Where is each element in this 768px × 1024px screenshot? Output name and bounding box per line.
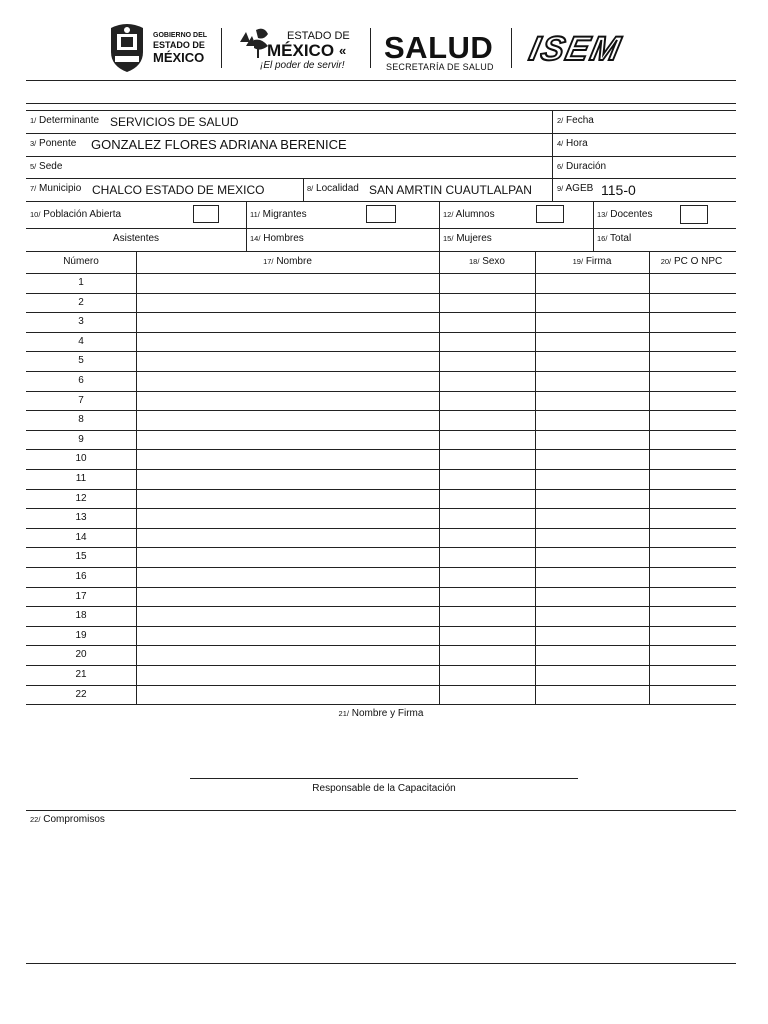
col-pc	[649, 256, 734, 267]
poblacion-checkbox[interactable]	[193, 205, 219, 223]
coat-of-arms-icon	[107, 22, 147, 74]
grid-line	[303, 178, 304, 201]
pc-cell[interactable]	[650, 294, 734, 312]
pc-cell[interactable]	[650, 470, 734, 488]
field-number: 2/	[557, 116, 564, 125]
firma-cell[interactable]	[536, 333, 649, 351]
migrantes-label	[250, 209, 307, 220]
alumnos-label	[443, 209, 495, 220]
nombre-cell[interactable]	[137, 431, 439, 449]
field-number: 4/	[557, 139, 564, 148]
docentes-checkbox[interactable]	[680, 205, 708, 224]
field-label: Alumnos	[455, 209, 495, 220]
pc-cell[interactable]	[650, 450, 734, 468]
compromisos-field[interactable]	[26, 830, 736, 960]
nombre-cell[interactable]	[137, 686, 439, 704]
firma-cell[interactable]	[536, 627, 649, 645]
isem-logo: ISEM	[526, 30, 626, 68]
header-rule	[26, 80, 736, 81]
sexo-cell[interactable]	[440, 411, 535, 429]
header-divider	[511, 28, 512, 68]
nombre-cell[interactable]	[137, 274, 439, 292]
field-label: Compromisos	[43, 814, 105, 825]
firma-cell[interactable]	[536, 352, 649, 370]
grid-line	[593, 201, 594, 251]
firma-cell[interactable]	[536, 470, 649, 488]
field-number: 11/	[250, 210, 260, 219]
pc-cell[interactable]	[650, 666, 734, 684]
firma-cell[interactable]	[536, 509, 649, 527]
sexo-cell[interactable]	[440, 470, 535, 488]
sexo-cell[interactable]	[440, 509, 535, 527]
firma-cell[interactable]	[536, 686, 649, 704]
hora-label	[557, 138, 588, 149]
firma-cell[interactable]	[536, 313, 649, 331]
pc-cell[interactable]	[650, 274, 734, 292]
sexo-cell[interactable]	[440, 548, 535, 566]
row-number: 17	[75, 590, 87, 602]
row-number: 18	[75, 610, 87, 622]
row-number: 9	[78, 433, 84, 445]
nombre-cell[interactable]	[137, 411, 439, 429]
nombre-cell[interactable]	[137, 548, 439, 566]
field-number: 9/	[557, 184, 564, 193]
field-label: Ponente	[39, 138, 77, 149]
pc-cell[interactable]	[650, 509, 734, 527]
sexo-cell[interactable]	[440, 627, 535, 645]
row-number: 12	[75, 492, 87, 504]
header-divider	[370, 28, 371, 68]
ponente-label	[30, 138, 76, 149]
grid-line	[439, 201, 440, 251]
pc-cell[interactable]	[650, 411, 734, 429]
sede-field[interactable]	[70, 157, 550, 177]
firma-cell[interactable]	[536, 372, 649, 390]
poblacion-label	[30, 209, 121, 220]
localidad-label	[307, 183, 359, 194]
firma-cell[interactable]	[536, 431, 649, 449]
row-number: 21	[75, 669, 87, 680]
row-number: 20	[75, 649, 87, 661]
firma-cell[interactable]	[536, 294, 649, 312]
sexo-cell[interactable]	[440, 372, 535, 390]
nombre-cell[interactable]	[137, 470, 439, 488]
row-divider	[26, 704, 736, 705]
field-number: 12/	[443, 210, 454, 219]
firma-cell[interactable]	[536, 568, 649, 586]
municipio-value[interactable]: CHALCO ESTADO DE MEXICO	[92, 183, 265, 197]
compromisos-label	[30, 814, 105, 825]
field-label: Docentes	[610, 209, 653, 220]
nombre-cell[interactable]	[137, 333, 439, 351]
field-number: 17/	[263, 257, 274, 266]
nombre-cell[interactable]	[137, 627, 439, 645]
field-number: 21/	[338, 709, 349, 718]
sexo-cell[interactable]	[440, 607, 535, 625]
col-sexo	[439, 256, 535, 267]
field-label: Determinante	[39, 115, 100, 126]
row-number: 15	[75, 551, 87, 563]
pc-cell[interactable]	[650, 352, 734, 370]
sexo-cell[interactable]	[440, 666, 535, 684]
field-label: PC O NPC	[673, 256, 723, 267]
header-divider	[221, 28, 222, 68]
sexo-cell[interactable]	[440, 352, 535, 370]
nombre-cell[interactable]	[137, 509, 439, 527]
sexo-cell[interactable]	[440, 294, 535, 312]
nombre-cell[interactable]	[137, 450, 439, 468]
sexo-cell[interactable]	[440, 333, 535, 351]
field-label: AGEB	[565, 183, 594, 194]
pc-cell[interactable]	[650, 529, 734, 547]
nombre-cell[interactable]	[137, 392, 439, 410]
nombre-cell[interactable]	[137, 490, 439, 508]
total-label	[597, 233, 631, 244]
edo-slogan: ¡El poder de servir!	[260, 60, 345, 71]
firma-cell[interactable]	[536, 588, 649, 606]
nombre-cell[interactable]	[137, 666, 439, 684]
sexo-cell[interactable]	[440, 274, 535, 292]
nombre-cell[interactable]	[137, 352, 439, 370]
field-number: 6/	[557, 162, 564, 171]
field-number: 1/	[30, 116, 37, 125]
col-firma	[535, 256, 649, 267]
nombre-cell[interactable]	[137, 607, 439, 625]
field-number: 22/	[30, 815, 41, 824]
chevron-icon: «	[339, 43, 347, 58]
field-label: Nombre	[276, 256, 312, 267]
ageb-label	[557, 183, 593, 194]
field-label: Nombre y Firma	[351, 708, 424, 719]
row-number: 11	[75, 473, 87, 484]
edo-line1: ESTADO DE	[287, 30, 350, 42]
row-number: 5	[78, 355, 84, 367]
row-number: 16	[75, 571, 87, 582]
field-label: Migrantes	[262, 209, 307, 220]
pc-cell[interactable]	[650, 431, 734, 449]
localidad-value[interactable]: SAN AMRTIN CUAUTLALPAN	[369, 183, 532, 197]
duracion-label	[557, 161, 606, 172]
pc-cell[interactable]	[650, 490, 734, 508]
field-number: 7/	[30, 184, 37, 193]
firma-cell[interactable]	[536, 274, 649, 292]
pc-cell[interactable]	[650, 548, 734, 566]
asistentes-label: Asistentes	[112, 233, 160, 244]
pc-cell[interactable]	[650, 607, 734, 625]
field-number: 8/	[307, 184, 314, 193]
field-number: 3/	[30, 139, 37, 148]
pc-cell[interactable]	[650, 392, 734, 410]
grid-line	[26, 178, 736, 179]
grid-line	[26, 251, 736, 252]
firma-cell[interactable]	[536, 529, 649, 547]
responsable-label: Responsable de la Capacitación	[312, 783, 456, 794]
sexo-cell[interactable]	[440, 431, 535, 449]
field-label: Firma	[585, 256, 612, 267]
row-number: 10	[75, 453, 87, 465]
determinante-label	[30, 115, 99, 126]
field-label: Mujeres	[456, 233, 492, 244]
divider	[26, 810, 736, 811]
sexo-cell[interactable]	[440, 568, 535, 586]
sexo-cell[interactable]	[440, 529, 535, 547]
determinante-value[interactable]: SERVICIOS DE SALUD	[110, 115, 239, 129]
nombre-cell[interactable]	[137, 372, 439, 390]
field-label: Sede	[39, 161, 63, 172]
nombre-cell[interactable]	[137, 313, 439, 331]
field-number: 16/	[597, 234, 608, 243]
field-number: 10/	[30, 210, 41, 219]
field-label: Población Abierta	[43, 209, 122, 220]
gob-line3: MÉXICO	[153, 50, 205, 65]
pc-cell[interactable]	[650, 313, 734, 331]
nombre-cell[interactable]	[137, 588, 439, 606]
sede-label	[30, 161, 62, 172]
fecha-field[interactable]	[600, 111, 734, 132]
mujeres-label	[443, 233, 492, 244]
grid-line	[552, 110, 553, 201]
row-number: 6	[78, 375, 84, 386]
pc-cell[interactable]	[650, 568, 734, 586]
field-label: Localidad	[316, 183, 359, 194]
salud-title: SALUD	[384, 30, 494, 65]
field-label: Hombres	[263, 233, 304, 244]
nombre-cell[interactable]	[137, 529, 439, 547]
gob-line1: GOBIERNO DEL	[153, 32, 208, 39]
hombres-label	[250, 233, 304, 244]
docentes-label	[597, 209, 652, 220]
row-number: 8	[78, 414, 84, 426]
grid-line	[26, 228, 736, 229]
sexo-cell[interactable]	[440, 392, 535, 410]
grid-line	[26, 201, 736, 202]
grid-line	[246, 201, 247, 251]
field-label: Sexo	[482, 256, 505, 267]
pc-cell[interactable]	[650, 627, 734, 645]
firma-cell[interactable]	[536, 411, 649, 429]
gob-line2: ESTADO DE	[153, 40, 205, 50]
field-label: Municipio	[39, 183, 82, 194]
col-nombre	[136, 256, 439, 267]
field-number: 20/	[660, 257, 672, 266]
firma-cell[interactable]	[536, 666, 649, 684]
row-number: 19	[75, 629, 87, 641]
header-logos	[0, 0, 768, 80]
firma-cell[interactable]	[536, 646, 649, 664]
hora-field[interactable]	[600, 134, 734, 155]
sexo-cell[interactable]	[440, 450, 535, 468]
row-number: 14	[75, 531, 87, 543]
firma-cell[interactable]	[536, 607, 649, 625]
pc-cell[interactable]	[650, 588, 734, 606]
row-number: 13	[75, 512, 87, 524]
field-label: Hora	[566, 138, 588, 149]
nombre-cell[interactable]	[137, 568, 439, 586]
firma-cell[interactable]	[536, 450, 649, 468]
row-number: 3	[78, 316, 84, 328]
form-top-rule	[26, 103, 736, 104]
nombre-cell[interactable]	[137, 646, 439, 664]
nombre-firma-label	[26, 708, 736, 719]
pc-cell[interactable]	[650, 646, 734, 664]
pc-cell[interactable]	[650, 333, 734, 351]
fecha-label	[557, 115, 594, 126]
divider	[26, 963, 736, 964]
ponente-value[interactable]: GONZALEZ FLORES ADRIANA BERENICE	[91, 137, 347, 152]
sexo-cell[interactable]	[440, 313, 535, 331]
pc-cell[interactable]	[650, 372, 734, 390]
sexo-cell[interactable]	[440, 646, 535, 664]
migrantes-checkbox[interactable]	[366, 205, 396, 223]
field-label: Fecha	[566, 115, 594, 126]
field-label: Total	[610, 233, 632, 244]
duracion-field[interactable]	[620, 157, 734, 177]
sexo-cell[interactable]	[440, 686, 535, 704]
row-number: 1	[78, 277, 84, 288]
row-number: 22	[75, 688, 87, 700]
sexo-cell[interactable]	[440, 490, 535, 508]
field-number: 15/	[443, 234, 454, 243]
edo-line2: MÉXICO	[267, 41, 335, 60]
municipio-label	[30, 183, 81, 194]
row-number: 4	[78, 335, 84, 347]
firma-cell[interactable]	[536, 392, 649, 410]
signature-line[interactable]	[190, 778, 578, 779]
field-number: 5/	[30, 162, 37, 171]
sexo-cell[interactable]	[440, 588, 535, 606]
field-number: 18/	[468, 257, 480, 266]
firma-cell[interactable]	[536, 548, 649, 566]
ageb-value[interactable]: 115-0	[601, 182, 636, 198]
field-number: 14/	[250, 234, 261, 243]
nombre-cell[interactable]	[137, 294, 439, 312]
field-label: Duración	[566, 161, 607, 172]
row-number: 7	[78, 394, 84, 406]
col-numero: Número	[63, 256, 99, 267]
alumnos-checkbox[interactable]	[536, 205, 564, 223]
pc-cell[interactable]	[650, 686, 734, 704]
row-number: 2	[78, 296, 84, 308]
salud-subtitle: SECRETARÍA DE SALUD	[386, 62, 494, 72]
field-number: 13/	[597, 210, 608, 219]
field-number: 19/	[572, 257, 584, 266]
firma-cell[interactable]	[536, 490, 649, 508]
